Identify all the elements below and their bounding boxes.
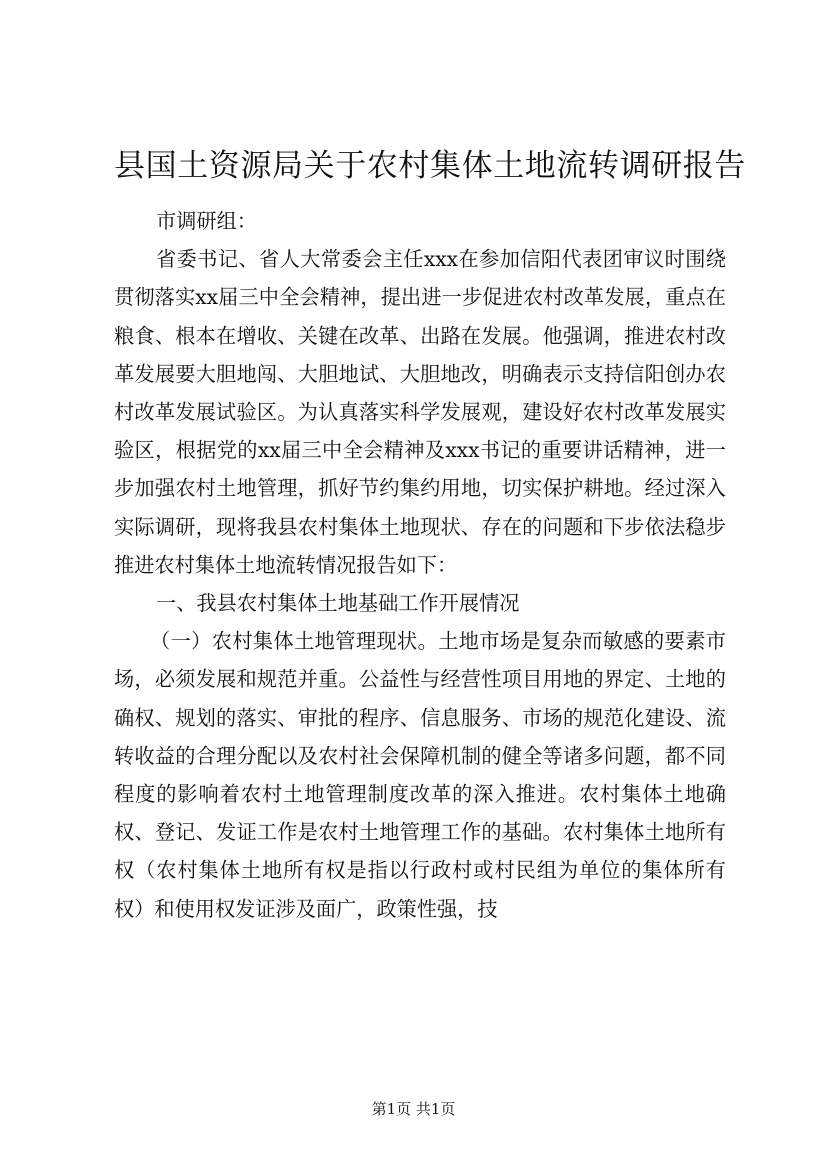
document-title: 县国土资源局关于农村集体土地流转调研报告: [114, 148, 746, 184]
salutation: 市调研组：: [156, 209, 257, 233]
page-footer: 第1页 共1页: [371, 1100, 456, 1118]
document-body: [114, 202, 726, 928]
section-heading-1: 一、我县农村集体土地基础工作开展情况: [156, 591, 520, 616]
paragraph-intro: 省委书记、省人大常委会主任xxx在参加信阳代表团审议时围绕贯彻落实xx届三中全会精神，提出进一步促进农村改革发展，重点在粮食、根本在增收、关键在改革、出路在发展。他强调，推进农村改革发展要大胆地闯、大胆地试、大胆地改，明确表示支持信阳创办农村改革发展试验区。为认真落实科学发展观，建设好农村改革发展实验区，根据党的xx届三中全会精神及xxx书记的重要讲话精神，进一步加强农村土地管理，抓好节约集约用地，切实保护耕地。经过深入实际调研，现将我县农村集体土地现状、存在的问题和下步依法稳步推进农村集体土地流转情况报告如下：: [114, 247, 726, 577]
paragraph-subsection-1: （一）农村集体土地管理现状。土地市场是复杂而敏感的要素市场，必须发展和规范并重。公益性与经营性项目用地的界定、土地的确权、规划的落实、审批的程序、信息服务、市场的规范化建设、流转收益的合理分配以及农村社会保障机制的健全等诸多问题，都不同程度的影响着农村土地管理制度改革的深入推进。农村集体土地确权、登记、发证工作是农村土地管理工作的基础。农村集体土地所有权（农村集体土地所有权是指以行政村或村民组为单位的集体所有权）和使用权发证涉及面广，政策性强，技: [114, 629, 726, 921]
